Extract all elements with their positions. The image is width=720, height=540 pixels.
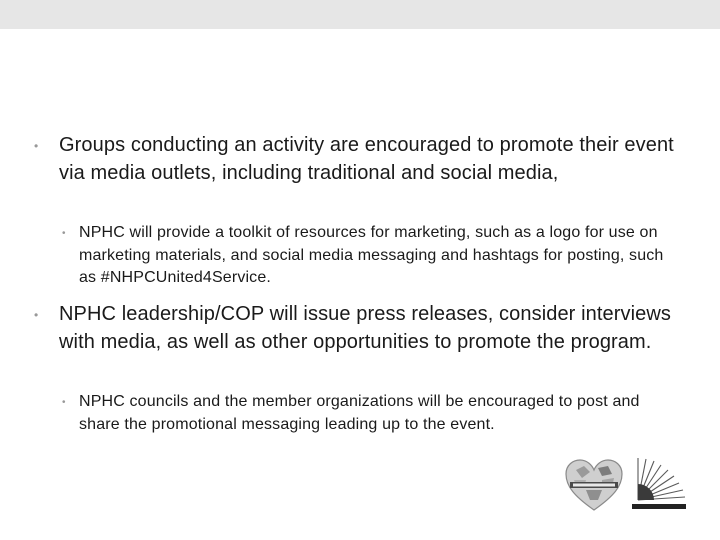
logo-group <box>560 452 690 514</box>
bullet-item <box>34 131 684 187</box>
bullet-icon: • <box>34 308 39 322</box>
sub-bullet-item <box>62 222 672 290</box>
sub-bullet-text: NPHC will provide a toolkit of resources for marketing, such as a logo for use on marketing materials, and social media messaging and hashtags for posting, such as #NHPCUnited4Service. <box>79 224 664 286</box>
sub-bullet-item <box>62 391 672 436</box>
bullet-text: Groups conducting an activity are encouraged to promote their event via media outlets, including traditional and social media, <box>59 134 674 184</box>
bullet-icon: • <box>62 397 66 408</box>
sub-bullet-text: NPHC councils and the member organizations will be encouraged to post and share the promotional messaging leading up to the event. <box>79 393 640 433</box>
bullet-icon: • <box>62 228 66 239</box>
bullet-icon: • <box>34 139 39 153</box>
bullet-text: NPHC leadership/COP will issue press releases, consider interviews with media, as well as other opportunities to promote the program. <box>59 303 672 353</box>
bullet-item <box>34 300 684 356</box>
sunburst-logo-icon <box>630 454 688 512</box>
heart-logo-icon <box>564 458 624 512</box>
